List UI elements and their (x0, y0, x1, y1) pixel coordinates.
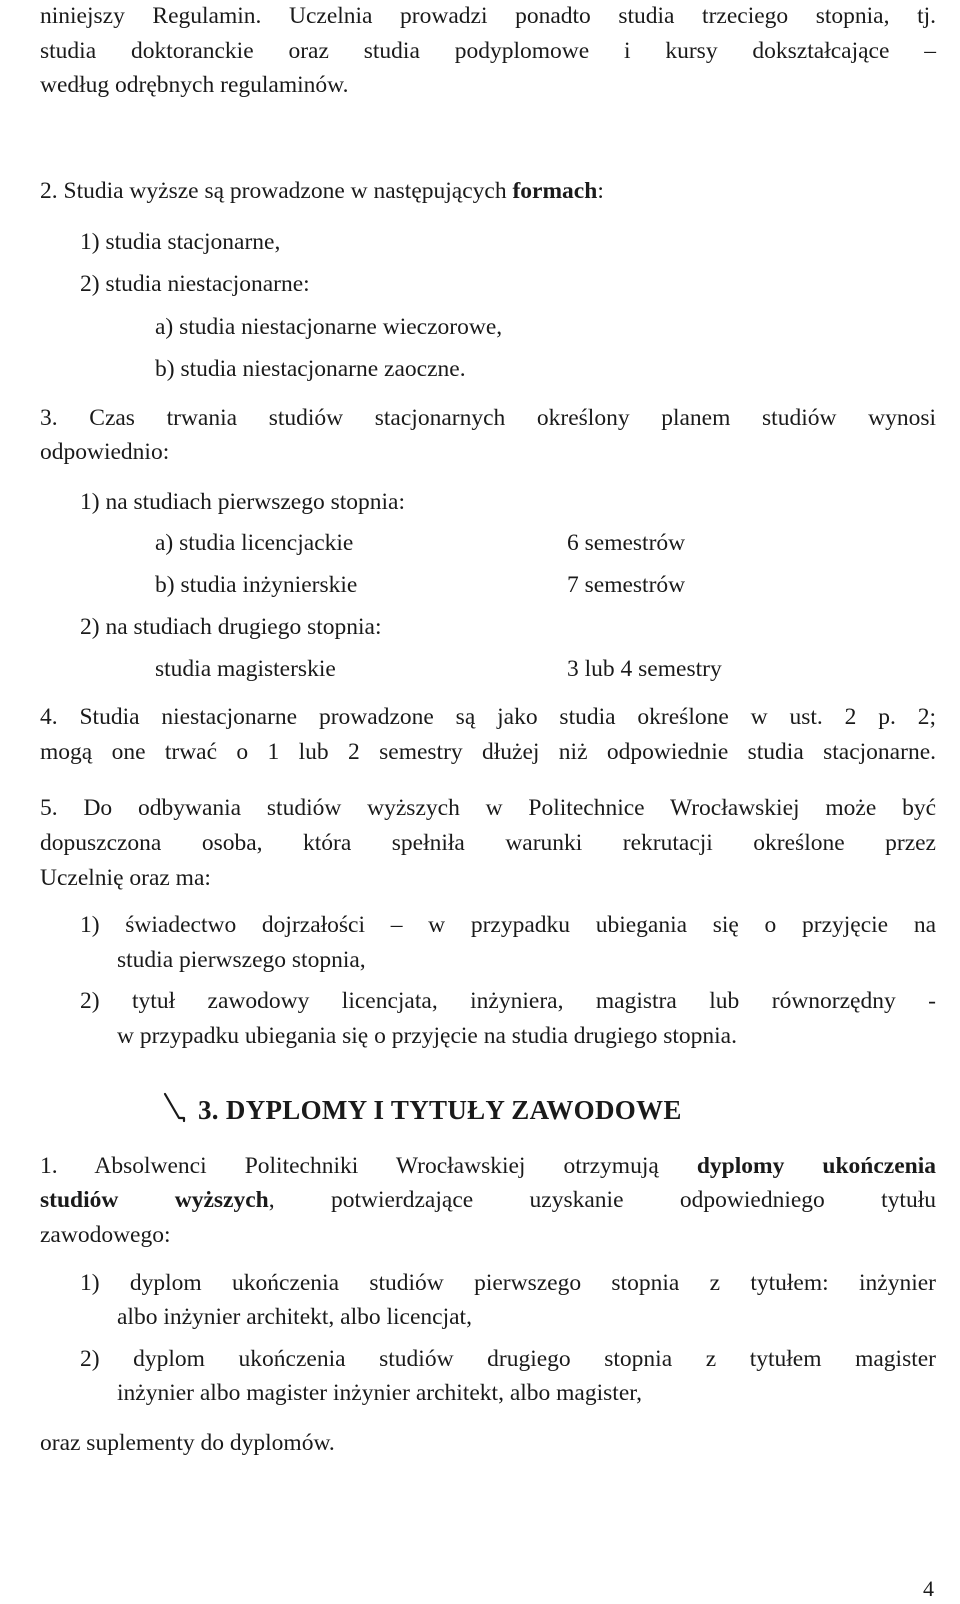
bold-term: studiów wyższych (40, 1187, 269, 1213)
page-number: 4 (923, 1576, 934, 1601)
section-heading-text: 3. DYPLOMY I TYTUŁY ZAWODOWE (198, 1095, 682, 1125)
bold-term: formach (512, 178, 598, 204)
list-item-continuation: w przypadku ubiegania się o przyjęcie na studia drugiego stopnia. (117, 1023, 737, 1049)
paragraph-line: mogą one trwać o 1 lub 2 semestry dłużej niż odpowiednie studia stacjonarne. (40, 739, 936, 765)
paragraph-line: według odrębnych regulaminów. (40, 72, 349, 98)
list-item-continuation: studia pierwszego stopnia, (117, 947, 366, 973)
text-span: : (597, 178, 604, 204)
paragraph-line: zawodowego: (40, 1222, 171, 1248)
paragraph-line: dopuszczona osoba, która spełniła warunki rekrutacji określone przez (40, 830, 936, 856)
paragraph-line (40, 1189, 936, 1213)
paragraph-2-lead (40, 180, 604, 204)
section-marker-icon (160, 1092, 186, 1126)
list-item-continuation: albo inżynier architekt, albo licencjat, (117, 1304, 472, 1330)
text-span: , potwierdzające uzyskanie odpowiedniego tytułu (268, 1187, 936, 1213)
paragraph-line: 5. Do odbywania studiów wyższych w Politechnice Wrocławskiej może być (40, 795, 936, 821)
list-item: 2) tytuł zawodowy licencjata, inżyniera, magistra lub równorzędny - (80, 988, 936, 1014)
list-item-continuation: inżynier albo magister inżynier architekt, albo magister, (117, 1380, 643, 1406)
duration-label: b) studia inżynierskie (155, 572, 358, 598)
list-item: 2) na studiach drugiego stopnia: (80, 614, 382, 640)
section-heading (160, 1092, 682, 1126)
duration-label: studia magisterskie (155, 656, 336, 682)
duration-value: 3 lub 4 semestry (567, 656, 722, 682)
duration-label: a) studia licencjackie (155, 530, 354, 556)
paragraph-line (40, 1155, 936, 1179)
duration-value: 7 semestrów (567, 572, 686, 598)
bold-term: dyplomy ukończenia (696, 1153, 936, 1179)
list-item: 1) świadectwo dojrzałości – w przypadku ubiegania się o przyjęcie na (80, 912, 936, 938)
paragraph-line: Uczelnię oraz ma: (40, 865, 211, 891)
list-item: 1) na studiach pierwszego stopnia: (80, 489, 405, 515)
paragraph-line: studia doktoranckie oraz studia podyplomowe i kursy dokształcające – (40, 38, 936, 64)
paragraph-line: oraz suplementy do dyplomów. (40, 1430, 335, 1456)
list-item: 2) studia niestacjonarne: (80, 271, 310, 297)
paragraph-line: odpowiednio: (40, 439, 170, 465)
paragraph-line: niniejszy Regulamin. Uczelnia prowadzi ponadto studia trzeciego stopnia, tj. (40, 3, 936, 29)
paragraph-line: 4. Studia niestacjonarne prowadzone są jako studia określone w ust. 2 p. 2; (40, 704, 936, 730)
list-item: 1) studia stacjonarne, (80, 229, 281, 255)
list-item: 2) dyplom ukończenia studiów drugiego stopnia z tytułem magister (80, 1346, 936, 1372)
paragraph-line: 3. Czas trwania studiów stacjonarnych określony planem studiów wynosi (40, 405, 936, 431)
duration-value: 6 semestrów (567, 530, 686, 556)
sub-list-item: a) studia niestacjonarne wieczorowe, (155, 314, 503, 340)
sub-list-item: b) studia niestacjonarne zaoczne. (155, 356, 466, 382)
list-item: 1) dyplom ukończenia studiów pierwszego stopnia z tytułem: inżynier (80, 1270, 936, 1296)
text-span: 2. Studia wyższe są prowadzone w następujących (40, 178, 513, 204)
text-span: 1. Absolwenci Politechniki Wrocławskiej otrzymują (40, 1153, 697, 1179)
